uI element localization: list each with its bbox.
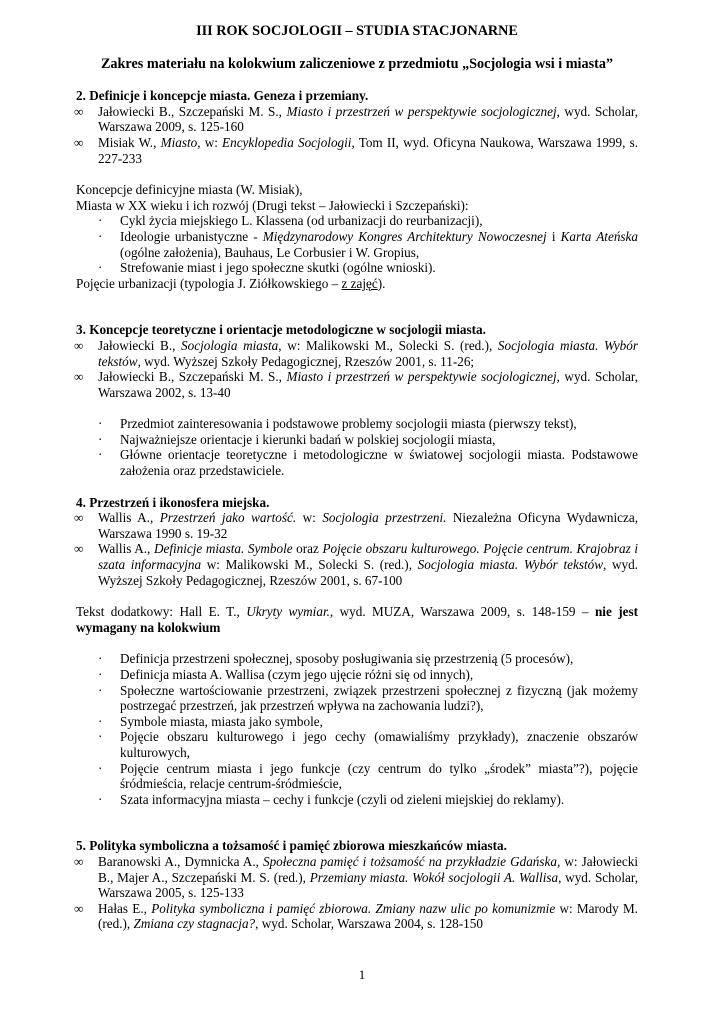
infinity-bullet-icon: ∞ <box>74 541 84 557</box>
reference-item: ∞ Misiak W., Miasto, w: Encyklopedia Socjologii, Tom II, wyd. Oficyna Naukowa, Warszawa 1999, s. 227-233 <box>74 134 638 166</box>
dot-bullet-icon: · <box>98 791 103 807</box>
list-item: · Ideologie urbanistyczne - Międzynarodowy Kongres Architektury Nowoczesnej i Karta Ateńska (ogólne założenia), Bauhaus, Le Corbusier i W. Gropius, <box>98 228 638 260</box>
infinity-bullet-icon: ∞ <box>74 134 84 150</box>
list-item: · Definicja miasta A. Wallisa (czym jego ujęcie różni się od innych), <box>98 667 474 682</box>
infinity-bullet-icon: ∞ <box>74 900 84 916</box>
document-subtitle: Zakres materiału na kolokwium zaliczeniowe z przedmiotu „Socjologia wsi i miasta” <box>100 55 614 72</box>
infinity-bullet-icon: ∞ <box>74 369 84 385</box>
dot-bullet-icon: · <box>98 651 103 667</box>
infinity-bullet-icon: ∞ <box>74 103 84 119</box>
reference-item: ∞ Wallis A., Definicje miasta. Symbole oraz Pojęcie obszaru kulturowego. Pojęcie centrum. Krajobraz i szata informacyjna w: Malikowski M., Solecki S. (red.), Socjologia miasta. Wybór tekstów, wyd. Wyższej Szkoły Pedagogicznej, Rzeszów 2001, s. 67-100 <box>74 541 638 588</box>
infinity-bullet-icon: ∞ <box>74 853 84 869</box>
reference-item: ∞ Jałowiecki B., Socjologia miasta, w: Malikowski M., Solecki S. (red.), Socjologia miasta. Wybór tekstów, wyd. Wyższej Szkoły Pedagogicznej, Rzeszów 2001, s. 11-26; <box>74 337 638 369</box>
dot-bullet-icon: · <box>98 447 103 463</box>
dot-bullet-icon: · <box>98 667 103 682</box>
dot-bullet-icon: · <box>98 416 103 432</box>
reference-item: ∞ Jałowiecki B., Szczepański M. S., Miasto i przestrzeń w perspektywie socjologicznej, wyd. Scholar, Warszawa 2002, s. 13-40 <box>74 369 639 400</box>
infinity-bullet-icon: ∞ <box>74 337 84 353</box>
list-item: · Strefowanie miast i jego społeczne skutki (ogólne wnioski). <box>98 260 436 276</box>
dot-bullet-icon: · <box>98 431 103 447</box>
list-item: · Główne orientacje teoretyczne i metodologiczne w światowej socjologii miasta. Podstawowe założenia oraz przedstawiciele. <box>98 447 638 479</box>
list-item: · Społeczne wartościowanie przestrzeni, związek przestrzeni społecznej z fizyczną (jak możemy postrzegać przestrzeń, jak przestrzeń wpływa na zachowania ludzi?), <box>98 682 638 714</box>
dot-bullet-icon: · <box>98 213 103 229</box>
infinity-bullet-icon: ∞ <box>74 510 84 526</box>
reference-item: ∞ Wallis A., Przestrzeń jako wartość. w: Socjologia przestrzeni. Niezależna Oficyna Wydawnicza, Warszawa 1990 s. 19-32 <box>74 510 638 541</box>
dot-bullet-icon: · <box>98 760 103 776</box>
list-item: · Pojęcie centrum miasta i jego funkcje (czy centrum do tylko „środek” miasta”?), pojęcie śródmieścia, relacje centrum-śródmieście, <box>98 760 638 792</box>
list-item: · Definicja przestrzeni społecznej, sposoby posługiwania się przestrzenią (5 procesów), <box>98 651 574 667</box>
paragraph-line: Miasta w XX wieku i ich rozwój (Drugi tekst – Jałowiecki i Szczepański): <box>76 197 469 213</box>
list-item: · Szata informacyjna miasta – cechy i funkcje (czyli od zieleni miejskiej do reklamy). <box>98 791 565 807</box>
section-2-heading: 2. Definicje i koncepcje miasta. Geneza i przemiany. <box>76 88 369 104</box>
paragraph-line: Pojęcie urbanizacji (typologia J. Ziółkowskiego – z zajęć). <box>76 275 386 291</box>
dot-bullet-icon: · <box>98 260 103 276</box>
list-item: · Symbole miasta, miasta jako symbole, <box>98 713 323 729</box>
paragraph-line: Koncepcje definicyjne miasta (W. Misiak), <box>76 182 303 198</box>
document-title: III ROK SOCJOLOGII – STUDIA STACJONARNE <box>196 23 518 39</box>
dot-bullet-icon: · <box>98 682 103 698</box>
additional-text-note: Tekst dodatkowy: Hall E. T., Ukryty wymiar., wyd. MUZA, Warszawa 2009, s. 148-159 – nie jest wymagany na kolokwium <box>76 604 638 635</box>
section-3-heading: 3. Koncepcje teoretyczne i orientacje metodologiczne w socjologii miasta. <box>76 322 486 338</box>
section-5-heading: 5. Polityka symboliczna a tożsamość i pamięć zbiorowa mieszkańców miasta. <box>76 838 507 854</box>
list-item: · Najważniejsze orientacje i kierunki badań w polskiej socjologii miasta, <box>98 431 496 447</box>
list-item: · Przedmiot zainteresowania i podstawowe problemy socjologii miasta (pierwszy tekst), <box>98 416 577 432</box>
reference-item: ∞ Jałowiecki B., Szczepański M. S., Miasto i przestrzeń w perspektywie socjologicznej, wyd. Scholar, Warszawa 2009, s. 125-160 <box>74 103 639 135</box>
list-item: · Cykl życia miejskiego L. Klassena (od urbanizacji do reurbanizacji), <box>98 213 483 229</box>
reference-item: ∞ Hałas E., Polityka symboliczna i pamięć zbiorowa. Zmiany nazw ulic po komunizmie w: Marody M. (red.), Zmiana czy stagnacja?, wyd. Scholar, Warszawa 2004, s. 128-150 <box>74 900 638 932</box>
dot-bullet-icon: · <box>98 228 103 244</box>
page-number: 1 <box>358 967 366 982</box>
dot-bullet-icon: · <box>98 713 103 729</box>
list-item: · Pojęcie obszaru kulturowego i jego cechy (omawialiśmy przykłady), znaczenie obszarów kulturowych, <box>98 729 638 760</box>
section-4-heading: 4. Przestrzeń i ikonosfera miejska. <box>76 494 270 510</box>
dot-bullet-icon: · <box>98 729 103 745</box>
reference-item: ∞ Baranowski A., Dymnicka A., Społeczna pamięć i tożsamość na przykładzie Gdańska, w: Jałowiecki B., Majer A., Szczepański M. S. (red.), Przemiany miasta. Wokół socjologii A. Wallisa, wyd. Scholar, Warszawa 2005, s. 125-133 <box>74 853 639 901</box>
